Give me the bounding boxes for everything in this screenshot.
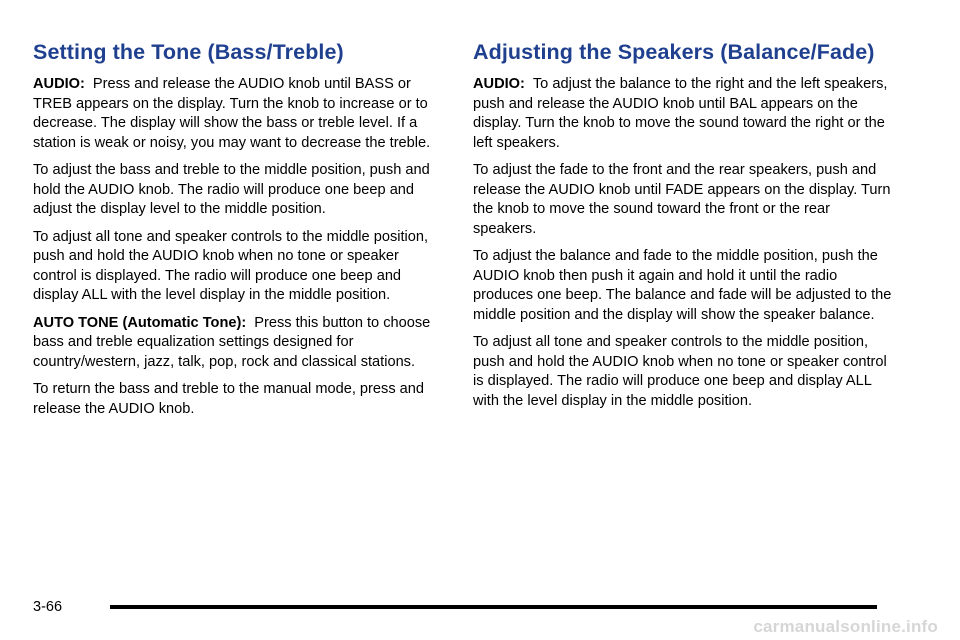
paragraph-lead: AUTO TONE (Automatic Tone): <box>33 314 247 331</box>
paragraph-text: To adjust the balance to the right and the left speakers, push and release the AUDIO knob until BAL appears on the display. Turn the knob to move the sound toward the right or the left speakers. <box>473 76 888 151</box>
paragraph: To adjust the balance and fade to the middle position, push the AUDIO knob then push it again and hold it until the radio produces one beep. The balance and fade will be adjusted to the middle position and the display will show the speaker balance. <box>473 248 892 323</box>
footer-rule <box>110 605 877 609</box>
watermark: carmanualsonline.info <box>753 617 938 636</box>
paragraph: To adjust all tone and speaker controls to the middle position, push and hold the AUDIO knob when no tone or speaker control is displayed. The radio will produce one beep and display ALL with the level display in the middle position. <box>473 334 887 409</box>
paragraph-lead: AUDIO: <box>33 76 85 92</box>
heading-setting-tone: Setting the Tone (Bass/Treble) <box>33 40 344 64</box>
paragraph-lead: AUDIO: <box>473 76 525 92</box>
page-number: 3-66 <box>33 599 63 615</box>
paragraph-text: Press this button to choose bass and treble equalization settings designed for country/western, jazz, talk, pop, rock and classical stations. <box>33 314 431 370</box>
paragraph <box>33 75 445 153</box>
left-column <box>33 40 445 427</box>
paragraph: To adjust the bass and treble to the middle position, push and hold the AUDIO knob. The radio will produce one beep and adjust the display level to the middle position. <box>33 162 430 217</box>
paragraph: To adjust all tone and speaker controls to the middle position, push and hold the AUDIO knob when no tone or speaker control is displayed. The radio will produce one beep and display ALL with the level display in the middle position. <box>33 228 429 303</box>
paragraph: To return the bass and treble to the manual mode, press and release the AUDIO knob. <box>33 381 425 417</box>
paragraph <box>473 75 893 153</box>
right-column <box>473 40 893 419</box>
paragraph: To adjust the fade to the front and the rear speakers, push and release the AUDIO knob until FADE appears on the display. Turn the knob to move the sound toward the front or the rear speakers. <box>473 162 891 237</box>
paragraph <box>33 314 445 373</box>
heading-adjusting-speakers: Adjusting the Speakers (Balance/Fade) <box>473 40 875 64</box>
paragraph-text: Press and release the AUDIO knob until BASS or TREB appears on the display. Turn the knob to increase or to decrease. The display will show the bass or treble level. If a station is weak or noisy, you may want to decrease the treble. <box>33 76 431 151</box>
